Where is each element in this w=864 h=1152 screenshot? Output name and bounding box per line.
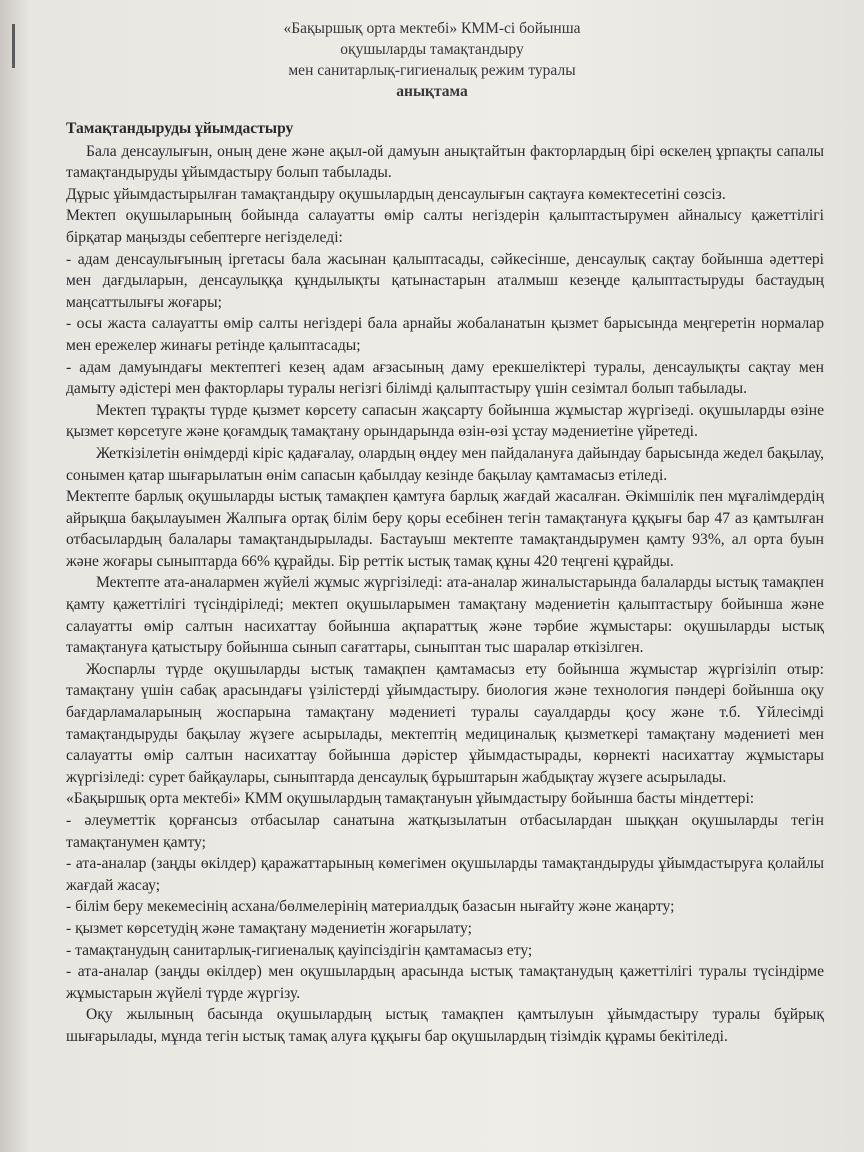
paragraph-7: Мектепте ата-аналармен жүйелі жұмыс жүргізіледі: ата-аналар жиналыстарында балаларды ыстық тамақпен қамту қажеттілігі түсіндіріледі; мектеп оқушыларымен тамақтану мәдениетін қалыптастыру бойынша және салауатты өмір салтын насихаттау бойынша ақпараттық және тәрбие жұмыстары: оқушыларды ыстық тамақтануға қатыстыру бойынша сынып сағаттары, сыныптан тыс шаралар өткізілген. <box>66 574 824 657</box>
section-title: Тамақтандыруды ұйымдастыру <box>66 120 294 137</box>
task-item-3: - білім беру мекемесінің асхана/бөлмелерінің материалдық базасын нығайту және жаңарту; <box>66 898 675 916</box>
task-item-4: - қызмет көрсетудің және тамақтану мәдениетін жоғарылату; <box>66 919 472 937</box>
paragraph-2: Дұрыс ұйымдастырылған тамақтандыру оқушылардың денсаулығын сақтауға көмектесетіні сөзсіз. <box>66 185 726 203</box>
document-header <box>0 18 864 102</box>
task-item-5: - тамақтанудың санитарлық-гигиеналық қауіпсіздігін қамтамасыз ету; <box>66 941 533 959</box>
list-item-3: - адам дамуындағы мектептегі кезең адам ағзасының даму ерекшеліктері туралы, денсаулықты сақтау мен дамыту әдістері мен факторлары туралы негізгі білімді қалыптастыру үшін сезімтал болып табылады. <box>66 358 824 398</box>
paragraph-4: Мектеп тұрақты түрде қызмет көрсету сапасын жақсарту бойынша жұмыстар жүргізеді. оқушыларды өзіне қызмет көрсетуге және қоғамдық тамақтану орындарында өзін-өзі ұстау мәдениетіне үйретеді. <box>66 401 824 441</box>
paragraph-6: Мектепте барлық оқушыларды ыстық тамақпен қамтуға барлық жағдай жасалған. Әкімшілік пен мұғалімдердің айрықша бақылауымен Жалпыға ортақ білім беру қоры есебінен тегін тамақтануға құқығы бар 47 аз қамтылған отбасылардың балалары тамақтандырылады. Бастауыш мектепте тамақтандырумен қамту 93%, ал орта буын және жоғары сыныптарда 66% құрайды. Бір реттік ыстық тамақ құны 420 теңгені құрайды. <box>66 488 824 570</box>
header-line-1: «Бақыршық орта мектебі» КММ-сі бойынша <box>283 20 581 37</box>
task-item-1: - әлеуметтік қорғансыз отбасылар санатына жатқызылатын отбасылардан шыққан оқушыларды тегін тамақтанумен қамту; <box>66 812 824 851</box>
paragraph-1: Бала денсаулығын, оның дене және ақыл-ой дамуын анықтайтын факторлардың бірі өскелең ұрпақты сапалы тамақтандыруды ұйымдастыру болып табылады. <box>66 142 824 182</box>
list-item-2: - осы жаста салауатты өмір салты негіздері бала арнайы жобаланатын қызмет барысында меңгеретін нормалар мен ережелер жинағы ретінде қалыптасады; <box>66 315 824 354</box>
paragraph-10: Оқу жылының басында оқушылардың ыстық тамақпен қамтылуын ұйымдастыру туралы бұйрық шығарылады, мұнда тегін ыстық тамақ алуға құқығы бар оқушылардың тізімдік құрамы бекітіледі. <box>66 1006 824 1045</box>
task-item-6: - ата-аналар (заңды өкілдер) мен оқушылардың арасында ыстық тамақтанудың қажеттілігі туралы түсіндірме жұмыстарын жүйелі түрде жүргізу. <box>66 963 824 1002</box>
document-body <box>66 118 824 1048</box>
header-line-2: оқушыларды тамақтандыру <box>340 41 524 58</box>
header-line-3: мен санитарлық-гигиеналық режим туралы <box>288 62 576 79</box>
paragraph-8: Жоспарлы түрде оқушыларды ыстық тамақпен қамтамасыз ету бойынша жұмыстар жүргізіліп отыр: тамақтану үшін сабақ арасындағы үзілістерді ұйымдастыру. биология және технология пәндері бойынша оқу бағдарламаларының жоспарына тамақтану мәдениеті туралы сауалдарды қосу және т.б. Үйлесімді тамақтандыруды бақылау жүзеге асырылады, мектептің медициналық қызметкері тамақтану мәдениеті мен салауатты өмір салтын насихаттау бойынша дәрістер ұйымдастырады, көрнекті насихаттау жұмыстары жүргізіледі: сурет байқаулары, сыныптарда денсаулық бұрыштарын жабдықтау жүзеге асырылады. <box>66 660 824 786</box>
paragraph-3: Мектеп оқушыларының бойында салауатты өмір салты негіздерін қалыптастырумен айналысу қажеттілігі бірқатар маңызды себептерге негізделеді: <box>66 207 824 246</box>
list-item-1: - адам денсаулығының іргетасы бала жасынан қалыптасады, сәйкесінше, денсаулық сақтау бойынша әдеттері мен дағдыларын, денсаулыққа құндылықты қатынастарын аталмыш кезеңде қалыптастыруды бастаудың маңсаттылығы жоғары; <box>66 250 824 311</box>
paragraph-9: «Бақыршық орта мектебі» КММ оқушылардың тамақтануын ұйымдастыру бойынша басты міндеттері: <box>66 790 755 808</box>
paragraph-5: Жеткізілетін өнімдерді кіріс қадағалау, олардың өңдеу мен пайдалануға дайындау барысында жедел бақылау, сонымен қатар шығарылатын өнім сапасын қабылдау кезінде бақылау қамтамасыз етіледі. <box>66 444 824 484</box>
task-item-2: - ата-аналар (заңды өкілдер) қаражаттарының көмегімен оқушыларды тамақтандыруды ұйымдастыруға қолайлы жағдай жасау; <box>66 855 824 894</box>
header-line-4: анықтама <box>396 83 468 100</box>
